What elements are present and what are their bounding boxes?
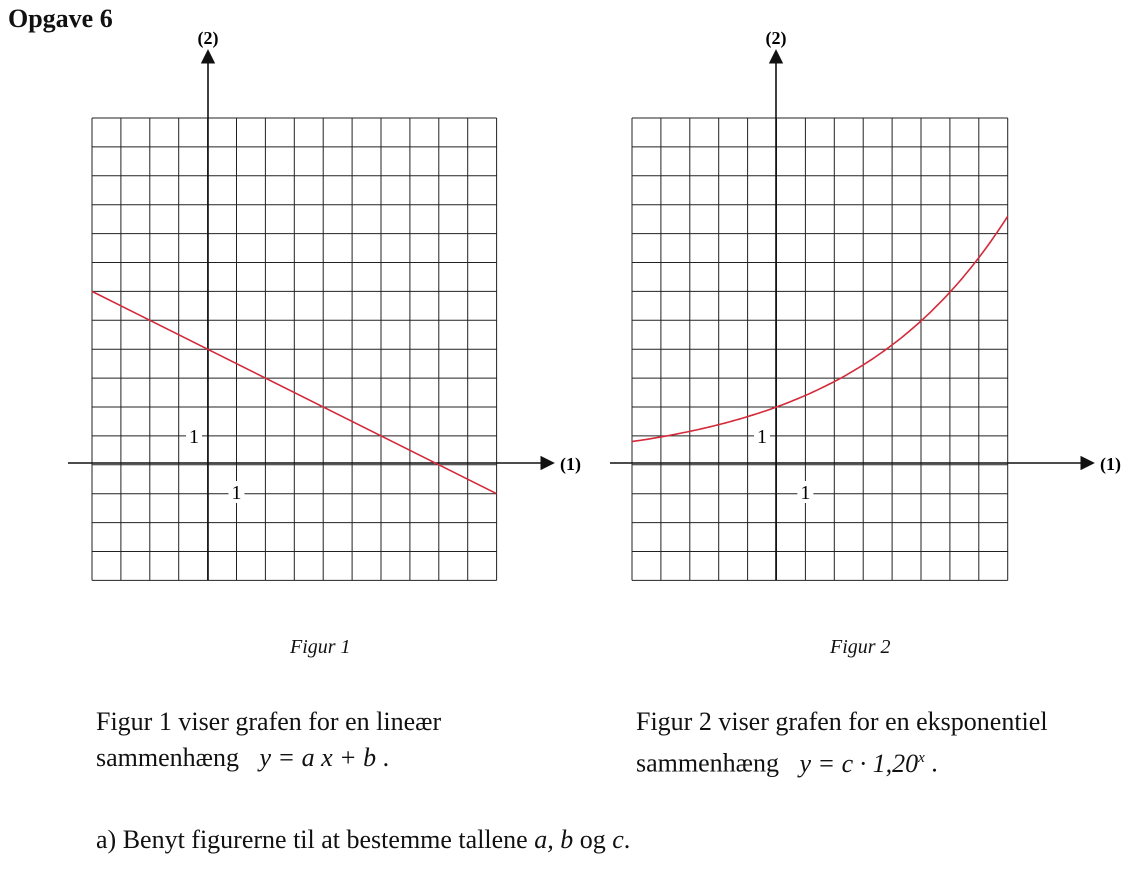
exponent-x: x <box>918 750 925 766</box>
figure-2-description-line1: Figur 2 viser grafen for en eksponentiel <box>636 707 1048 736</box>
figure-1-linear-graph <box>68 28 581 580</box>
figure-1-caption: Figur 1 <box>290 636 351 658</box>
assignment-heading: Opgave 6 <box>8 4 113 33</box>
question-a-var-a: a, <box>534 825 554 854</box>
figure-2-description-suffix: . <box>931 748 938 778</box>
figure-1-description-suffix: . <box>382 743 390 772</box>
x-axis-label: (1) <box>560 454 581 474</box>
figure-2-description-prefix: sammenhæng <box>636 748 779 778</box>
tick-label-x-1: 1 <box>800 482 811 504</box>
figure-1-description <box>96 704 441 776</box>
figure-2-exponential-graph <box>610 28 1121 580</box>
question-a <box>96 825 630 855</box>
y-axis-label: (2) <box>765 28 787 48</box>
figure-1-description-line1: Figur 1 viser grafen for en lineær <box>96 707 442 736</box>
tick-label-y-1: 1 <box>189 425 199 448</box>
tick-label-y-1: 1 <box>757 425 767 448</box>
question-a-suffix: . <box>623 825 631 854</box>
figure-1-description-prefix: sammenhæng <box>96 743 239 772</box>
x-axis-label: (1) <box>1100 454 1121 474</box>
figure-2-caption: Figur 2 <box>830 636 891 658</box>
question-a-var-b: b <box>560 825 574 854</box>
graph-curve <box>632 216 1008 441</box>
tick-label-x-1: 1 <box>231 482 242 504</box>
linear-equation: y = a x + b <box>259 743 377 772</box>
y-axis-label: (2) <box>197 28 219 48</box>
exponential-equation: y = c · 1,20 <box>799 748 919 778</box>
question-a-prefix: a) Benyt figurerne til at bestemme tallene <box>96 825 535 854</box>
figure-2-description <box>636 704 1048 782</box>
question-a-var-c: c <box>612 825 624 854</box>
question-a-og: og <box>573 825 613 854</box>
